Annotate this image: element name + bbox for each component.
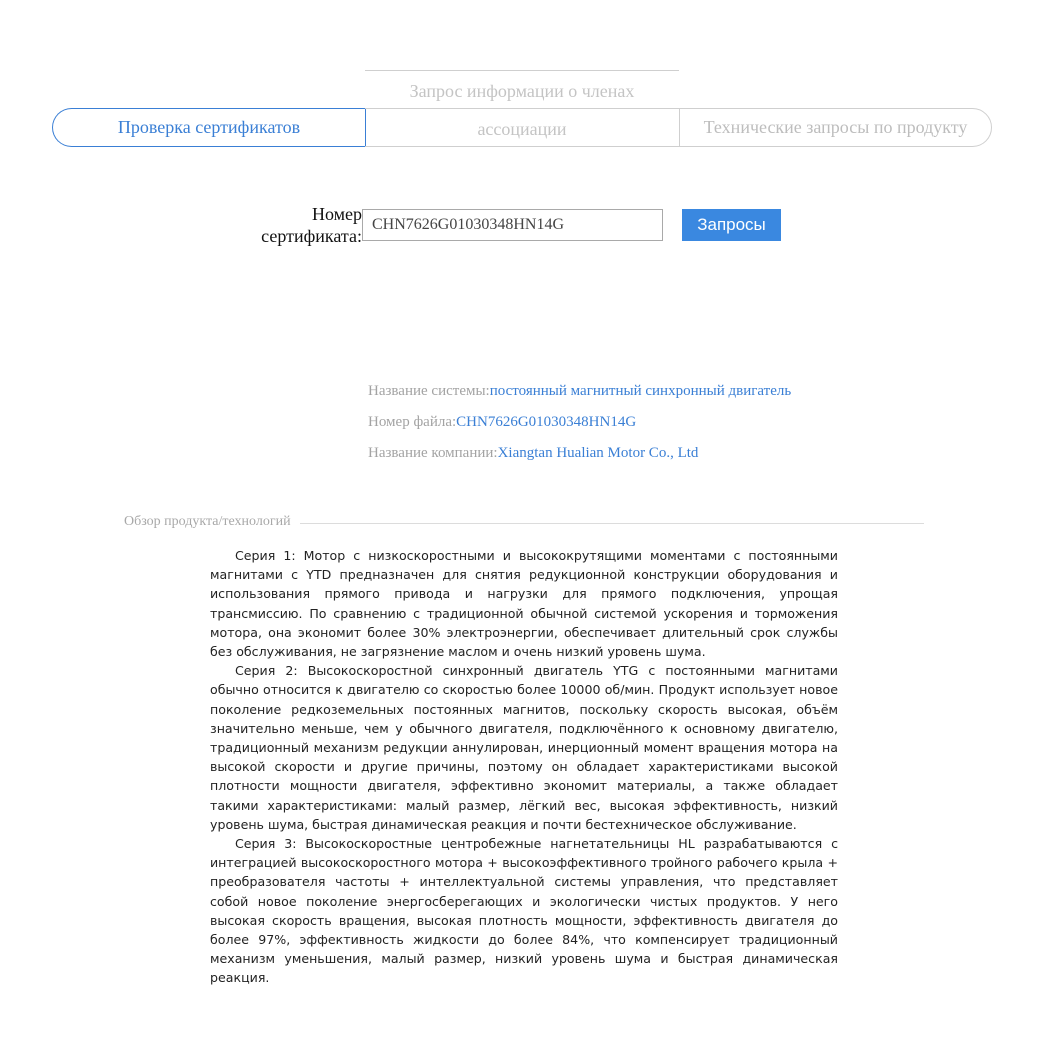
company-name-value: Xiangtan Hualian Motor Co., Ltd xyxy=(497,445,699,461)
result-system-name xyxy=(368,383,791,400)
file-number-key: Номер файла: xyxy=(368,414,457,430)
file-number-value: CHN7626G01030348HN14G xyxy=(456,414,637,430)
certificate-number-label-line2: сертификата: xyxy=(261,226,362,246)
system-name-value: постоянный магнитный синхронный двигатель xyxy=(489,383,792,399)
overview-paragraph: Серия 3: Высокоскоростные центробежные нагнетательницы HL разрабатываются с интеграцией высокоскоростного мотора + высокоэффективного тройного рабочего крыла + преобразователя частоты + интеллектуальной системы управления, что представляет собой новое поколение энергосберегающих и экологически чистых продуктов. У него высокая скорость вращения, высокая плотность мощности, эффективность двигателя до более 97%, эффективность жидкости до более 84%, что компенсирует традиционный механизм уменьшения, малый размер, низкий уровень шума и быстрая динамическая реакция. xyxy=(210,836,838,986)
system-name-key: Название системы: xyxy=(368,383,490,399)
result-company-name xyxy=(368,445,698,462)
tab-member-query[interactable] xyxy=(365,70,679,147)
tab-divider xyxy=(365,108,679,109)
company-name-key: Название компании: xyxy=(368,445,498,461)
overview-title: Обзор продукта/технологий xyxy=(124,514,300,530)
tab-tech-query-label: Технические запросы по продукту xyxy=(703,117,968,137)
overview-paragraph: Серия 1: Мотор с низкоскоростными и высококрутящими моментами с постоянными магнитами с YTD предназначен для снятия редукционной конструкции оборудования и использования прямого привода и нагрузки для прямого подключения, упрощая трансмиссию. По сравнению с традиционной обычной системой ускорения и торможения мотора, она экономит более 30% электроэнергии, обеспечивает длительный срок службы без обслуживания, не загрязнение маслом и очень низкий уровень шума. xyxy=(210,548,838,660)
tab-certificate-check[interactable] xyxy=(52,108,365,147)
query-button[interactable]: Запросы xyxy=(682,209,781,241)
tab-certificate-check-label: Проверка сертификатов xyxy=(117,117,301,137)
overview-paragraph: Серия 2: Высокоскоростной синхронный двигатель YTG с постоянными магнитами обычно относится к двигателю со скоростью более 10000 об/мин. Продукт использует новое поколение редкоземельных постоянных магнитов, поскольку скорость высокая, объём значительно меньше, чем у обычного двигателя, подключённого к основному двигателю, традиционный механизм редукции аннулирован, инерционный момент вращения мотора на высокой скорости и другие причины, поэтому он обладает характеристиками высокой плотности мощности двигателя, эффективно экономит материалы, а также обладает такими характеристиками: малый размер, лёгкий вес, высокая эффективность, низкий уровень шума, быстрая динамическая реакция и почти бестехническое обслуживание. xyxy=(210,663,838,832)
certificate-number-label-line1: Номер xyxy=(311,204,362,224)
certificate-number-input[interactable] xyxy=(362,209,663,241)
overview-text xyxy=(210,546,838,988)
result-file-number xyxy=(368,414,636,431)
tab-tech-query[interactable] xyxy=(679,108,992,147)
tab-member-query-line2: ассоциации xyxy=(477,119,567,139)
certificate-number-label xyxy=(250,203,362,247)
tab-member-query-line1: Запрос информации о членах xyxy=(409,81,635,101)
